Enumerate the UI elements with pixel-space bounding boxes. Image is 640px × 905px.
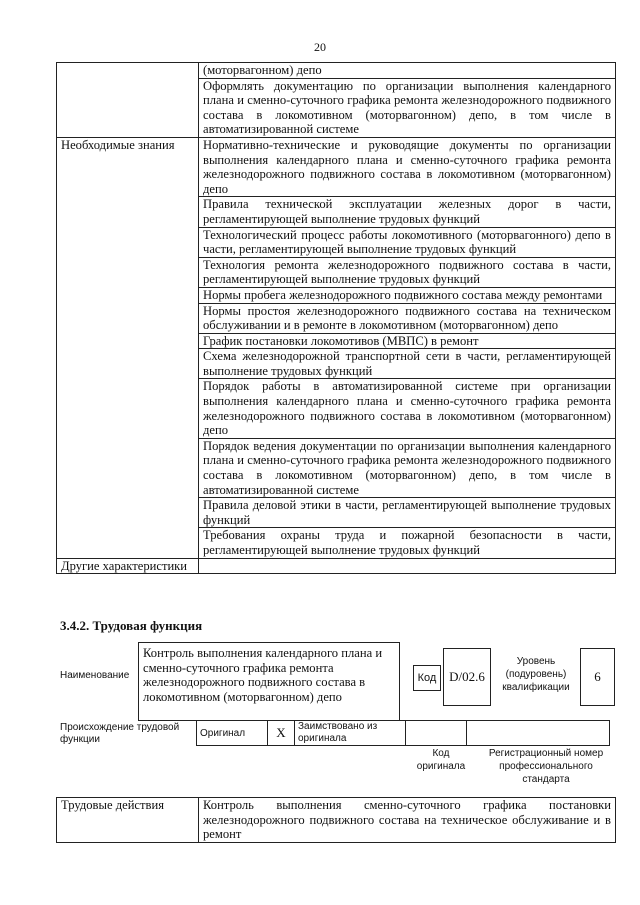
row-label-actions: Трудовые действия bbox=[57, 798, 199, 843]
origin-table bbox=[196, 720, 610, 746]
row-label-knowledge: Необходимые знания bbox=[57, 137, 199, 558]
original-label: Оригинал bbox=[197, 721, 268, 746]
table-cell: (моторвагонном) депо bbox=[199, 63, 616, 79]
actions-table bbox=[56, 797, 616, 843]
knowledge-table bbox=[56, 62, 616, 574]
code-original-caption: Код оригинала bbox=[416, 748, 466, 772]
table-cell: Порядок работы в автоматизированной системе при организации выполнения календарного плана и сменно-суточного графика ремонта железнодорожного подвижного состава в локомотивном (моторвагонном) депо bbox=[199, 379, 616, 438]
code-value: D/02.6 bbox=[443, 648, 491, 706]
table-cell: Нормы простоя железнодорожного подвижного состава на техническом обслуживании и в ремонте в локомотивном (моторвагонном) депо bbox=[199, 303, 616, 333]
name-label: Наименование bbox=[60, 670, 130, 681]
row-label-other: Другие характеристики bbox=[57, 558, 199, 574]
table-cell: Контроль выполнения сменно-суточного графика постановки железнодорожного подвижного состава на техническое обслуживание и в ремонт bbox=[199, 798, 616, 843]
reg-number-caption: Регистрационный номер профессионального стандарта bbox=[488, 748, 604, 785]
reg-number-cell bbox=[467, 721, 610, 746]
origin-label: Происхождение трудовой функции bbox=[60, 722, 180, 745]
table-cell: Технологический процесс работы локомотивного (моторвагонного) депо в части, регламентирующей выполнение трудовых функций bbox=[199, 227, 616, 257]
borrowed-label: Заимствовано из оригинала bbox=[295, 721, 406, 746]
table-cell: Схема железнодорожной транспортной сети в части, регламентирующей выполнение трудовых функций bbox=[199, 349, 616, 379]
code-label: Код bbox=[413, 665, 441, 691]
level-label: Уровень (подуровень) квалификации bbox=[502, 656, 570, 693]
table-cell: Порядок ведения документации по организации выполнения календарного плана и сменно-суточного графика ремонта железнодорожного подвижного состава в локомотивном (моторвагонном) депо, в том числе в автоматизированной системе bbox=[199, 438, 616, 497]
page-number: 20 bbox=[314, 40, 326, 54]
table-cell: Правила технической эксплуатации железных дорог в части, регламентирующей выполнение трудовых функций bbox=[199, 197, 616, 227]
origin-code-cell bbox=[406, 721, 467, 746]
table-cell: Правила деловой этики в части, регламентирующей выполнение трудовых функций bbox=[199, 498, 616, 528]
row-label bbox=[57, 63, 199, 138]
section-heading: 3.4.2. Трудовая функция bbox=[60, 618, 203, 633]
level-value: 6 bbox=[580, 648, 615, 706]
table-cell: Требования охраны труда и пожарной безопасности в части, регламентирующей выполнение трудовых функций bbox=[199, 528, 616, 558]
table-cell: Нормы пробега железнодорожного подвижного состава между ремонтами bbox=[199, 287, 616, 303]
table-cell: Технология ремонта железнодорожного подвижного состава в части, регламентирующей выполнение трудовых функций bbox=[199, 257, 616, 287]
function-name-box: Контроль выполнения календарного плана и сменно-суточного графика ремонта железнодорожного подвижного состава в локомотивном (моторвагонном) депо bbox=[138, 642, 400, 721]
original-mark: X bbox=[268, 721, 295, 746]
table-cell-empty bbox=[199, 558, 616, 574]
table-cell: Нормативно-технические и руководящие документы по организации выполнения календарного плана и сменно-суточного графика ремонта железнодорожного подвижного состава в локомотивном (моторвагонном) депо bbox=[199, 137, 616, 196]
table-cell: График постановки локомотивов (МВПС) в ремонт bbox=[199, 333, 616, 349]
table-cell: Оформлять документацию по организации выполнения календарного плана и сменно-суточного графика ремонта железнодорожного подвижного состава в локомотивном (моторвагонном) депо, в том числе в автоматизированной системе bbox=[199, 78, 616, 137]
